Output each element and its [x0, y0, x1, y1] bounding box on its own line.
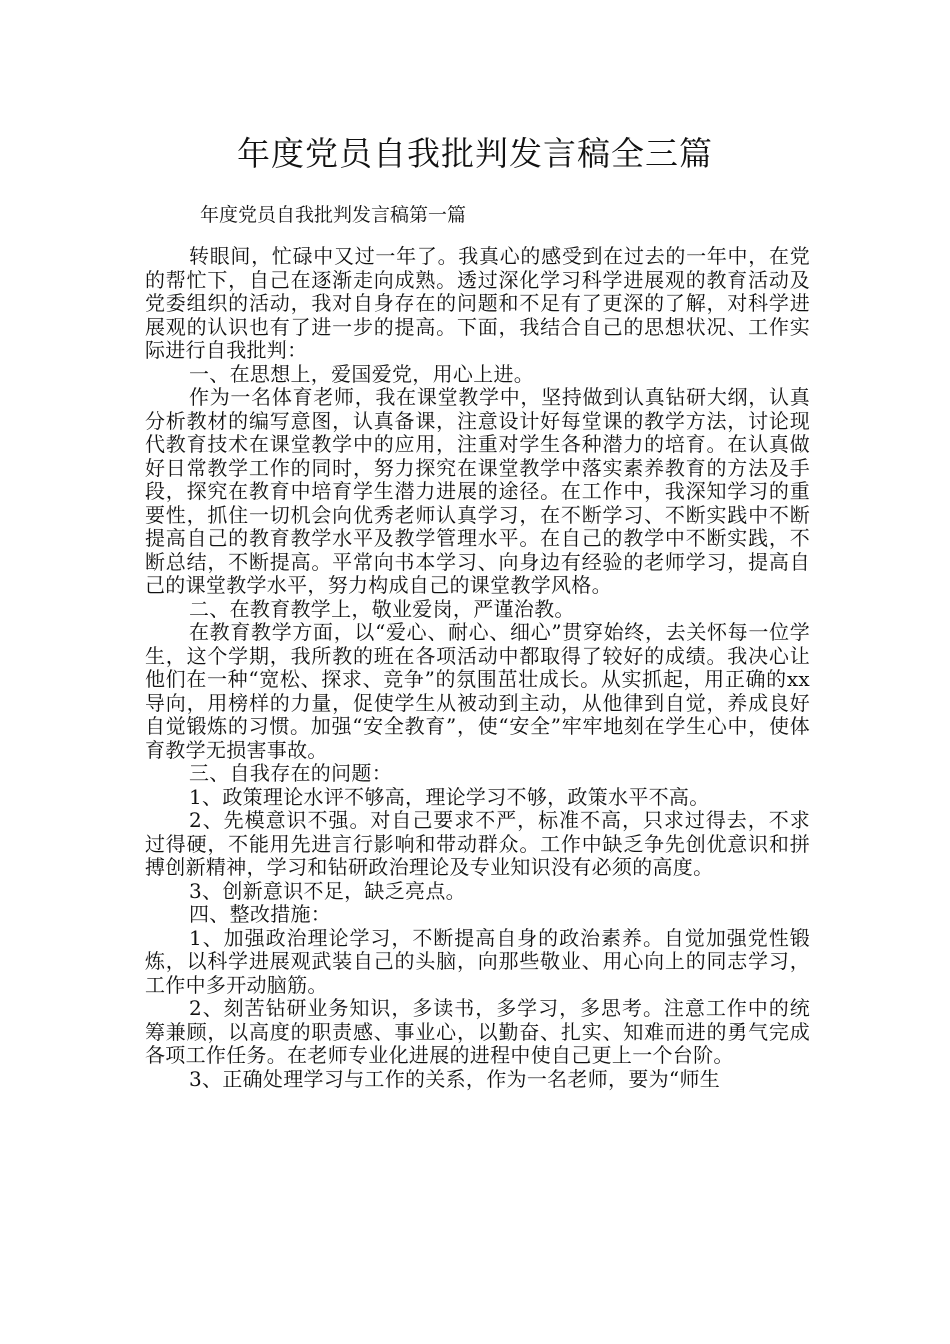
document-title: 年度党员自我批判发言稿全三篇 — [237, 134, 713, 173]
paragraph: 一、在思想上，爱国爱党，用心上进。 — [189, 361, 535, 386]
paragraph: 1、政策理论水评不够高，理论学习不够，政策水平不高。 — [189, 784, 710, 809]
paragraph: 在教育教学方面，以“爱心、耐心、细心”贯穿始终，去关怀每一位学生，这个学期，我所教的班在各项活动中都取得了较好的成绩。我决心让他们在一种“宽松、探求、竞争”的氛围茁壮成长。从实抓起，用正确的xx导向，用榜样的力量，促使学生从被动到主动，从他律到自觉，养成良好自觉锻炼的习惯。加强“安全教育”，使“安全”牢牢地刻在学生心中，使体育教学无损害事故。 — [145, 620, 810, 762]
paragraph: 作为一名体育老师，我在课堂教学中，坚持做到认真钻研大纲，认真分析教材的编写意图，认真备课，注意设计好每堂课的教学方法，讨论现代教育技术在课堂教学中的应用，注重对学生各种潜力的培育。在认真做好日常教学工作的同时，努力探究在课堂教学中落实素养教育的方法及手段，探究在教育中培育学生潜力进展的途径。在工作中，我深知学习的重要性，抓住一切机会向优秀老师认真学习，在不断学习、不断实践中不断提高自己的教育教学水平及教学管理水平。在自己的教学中不断实践，不断总结，不断提高。平常向书本学习、向身边有经验的老师学习，提高自己的课堂教学水平，努力构成自己的课堂教学风格。 — [145, 385, 810, 597]
paragraph: 1、加强政治理论学习，不断提高自身的政治素养。自觉加强党性锻炼，以科学进展观武装自己的头脑，向那些敬业、用心向上的同志学习，工作中多开动脑筋。 — [145, 925, 810, 997]
paragraph: 三、自我存在的问题： — [189, 761, 392, 785]
paragraph: 3、创新意识不足，缺乏亮点。 — [189, 878, 466, 903]
paragraph: 四、整改措施： — [189, 902, 332, 926]
paragraph: 3、正确处理学习与工作的关系，作为一名老师，要为“师生 — [189, 1066, 721, 1091]
paragraph: 转眼间，忙碌中又过一年了。我真心的感受到在过去的一年中，在党的帮忙下，自己在逐渐走向成熟。透过深化学习科学进展观的教育活动及党委组织的活动，我对自身存在的问题和不足有了更深的了解，对科学进展观的认识也有了进一步的提高。下面，我结合自己的思想状况、工作实际进行自我批判： — [145, 244, 810, 362]
paragraph: 2、先模意识不强。对自己要求不严，标准不高，只求过得去，不求过得硬，不能用先进言行影响和带动群众。工作中缺乏争先创优意识和拼搏创新精神，学习和钻研政治理论及专业知识没有必须的高度。 — [145, 808, 810, 879]
paragraph: 二、在教育教学上，敬业爱岗，严谨治教。 — [189, 596, 575, 621]
document-body — [145, 245, 810, 1091]
paragraph: 2、刻苦钻研业务知识，多读书，多学习，多思考。注意工作中的统筹兼顾，以高度的职责感、事业心，以勤奋、扎实、知难而进的勇气完成各项工作任务。在老师专业化进展的进程中使自己更上一个台阶。 — [145, 996, 810, 1067]
section-subtitle: 年度党员自我批判发言稿第一篇 — [200, 204, 467, 226]
